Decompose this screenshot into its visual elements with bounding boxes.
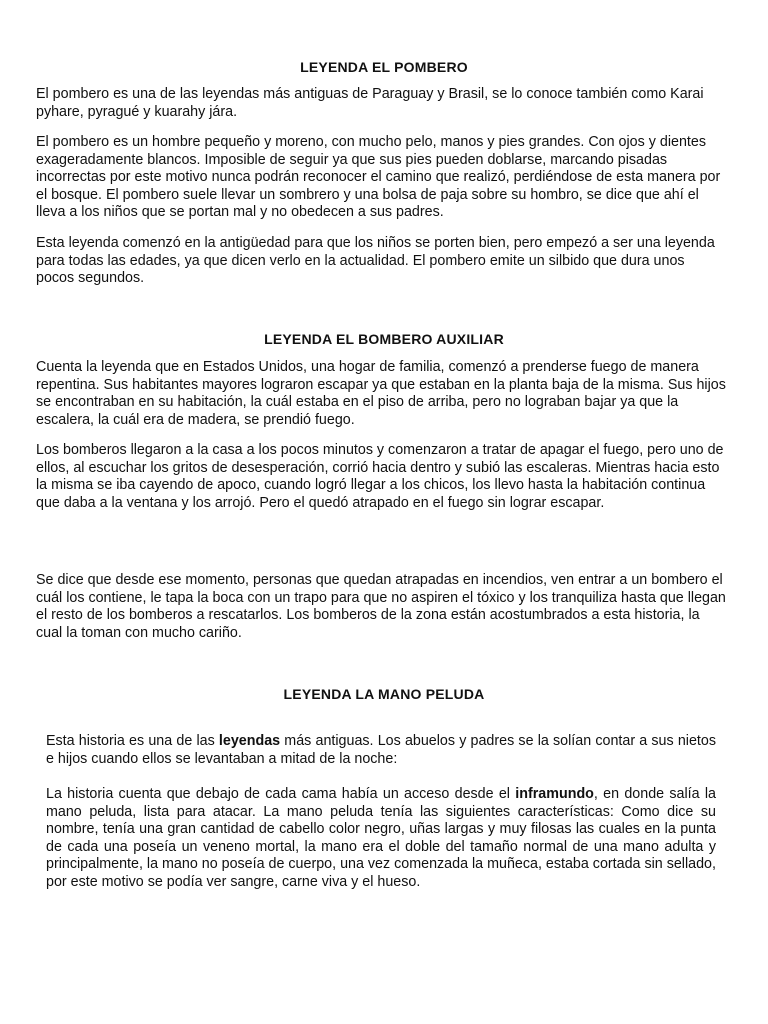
section-heading-mano-peluda: LEYENDA LA MANO PELUDA bbox=[283, 686, 485, 702]
paragraph: El pombero es una de las leyendas más antiguas de Paraguay y Brasil, se lo conoce también como Karai pyhare, pyragué y kuarahy jára. bbox=[36, 86, 704, 120]
bold-term: leyendas bbox=[218, 733, 281, 749]
bold-term: inframundo bbox=[515, 786, 594, 802]
text-run: , en donde salía la mano peluda, lista para atacar. La mano peluda tenía las siguientes características: Como dice su nombre, tenía una gran cantidad de cabello color negro, uñas largas y muy filosas las cuales en la punta de cada una poseía un veneno mortal, la mano era el doble del tamaño normal de una mano adulta y principalmente, la mano no poseía de cuerpo, una vez comenzada la muñeca, estaba cortada sin sellado, por este motivo se podía ver sangre, carne viva y el hueso. bbox=[46, 786, 717, 890]
section-heading-pombero: LEYENDA EL POMBERO bbox=[300, 59, 468, 75]
section-heading-bombero-auxiliar: LEYENDA EL BOMBERO AUXILIAR bbox=[264, 331, 504, 347]
paragraph bbox=[46, 786, 716, 892]
paragraph: Los bomberos llegaron a la casa a los pocos minutos y comenzaron a tratar de apagar el fuego, pero uno de ellos, al escuchar los gritos de desesperación, corrió hacia dentro y subió las escaleras. Mientras hacia esto la misma se iba cayendo de apoco, cuando logró llegar a los chicos, los llevo hasta la habitación continua que daba a la ventana y los arrojó. Pero el quedó atrapado en el fuego sin lograr escapar. bbox=[36, 442, 724, 511]
paragraph: Esta leyenda comenzó en la antigüedad para que los niños se porten bien, pero empezó a ser una leyenda para todas las edades, ya que dicen verlo en la actualidad. El pombero emite un silbido que dura unos pocos segundos. bbox=[36, 235, 715, 287]
text-run: Esta historia es una de las bbox=[46, 733, 219, 749]
paragraph: Cuenta la leyenda que en Estados Unidos, una hogar de familia, comenzó a prenderse fuego de manera repentina. Sus habitantes mayores lograron escapar ya que estaban en la planta baja de la misma. Sus hijos se encontraban en su habitación, la cuál estaba en el piso de arriba, pero no lograban bajar ya que la escalera, la cuál era de madera, se prendió fuego. bbox=[36, 359, 726, 428]
paragraph: Se dice que desde ese momento, personas que quedan atrapadas en incendios, ven entrar a un bombero el cuál los contiene, le tapa la boca con un trapo para que no aspiren el tóxico y los tranquiliza hasta que llegan el resto de los bomberos a rescatarlos. Los bomberos de la zona están acostumbrados a esta historia, la cual la toman con mucho cariño. bbox=[36, 572, 726, 641]
paragraph: El pombero es un hombre pequeño y moreno, con mucho pelo, manos y pies grandes. Con ojos y dientes exageradamente blancos. Imposible de seguir ya que sus pies pueden doblarse, marcando pisadas incorrectas por este motivo nunca podrán reconocer el camino que realizó, perdiéndose de esta manera por el bosque. El pombero suele llevar un sombrero y una bolsa de paja sobre su hombro, se dice que ahí el lleva a los niños que se portan mal y no obedecen a sus padres. bbox=[36, 134, 721, 221]
text-run: La historia cuenta que debajo de cada cama había un acceso desde el bbox=[46, 786, 516, 802]
text-run: más antiguas. Los abuelos y padres se la solían contar a sus nietos e hijos cuando ellos se levantaban a mitad de la noche: bbox=[46, 733, 716, 767]
paragraph bbox=[46, 733, 716, 768]
